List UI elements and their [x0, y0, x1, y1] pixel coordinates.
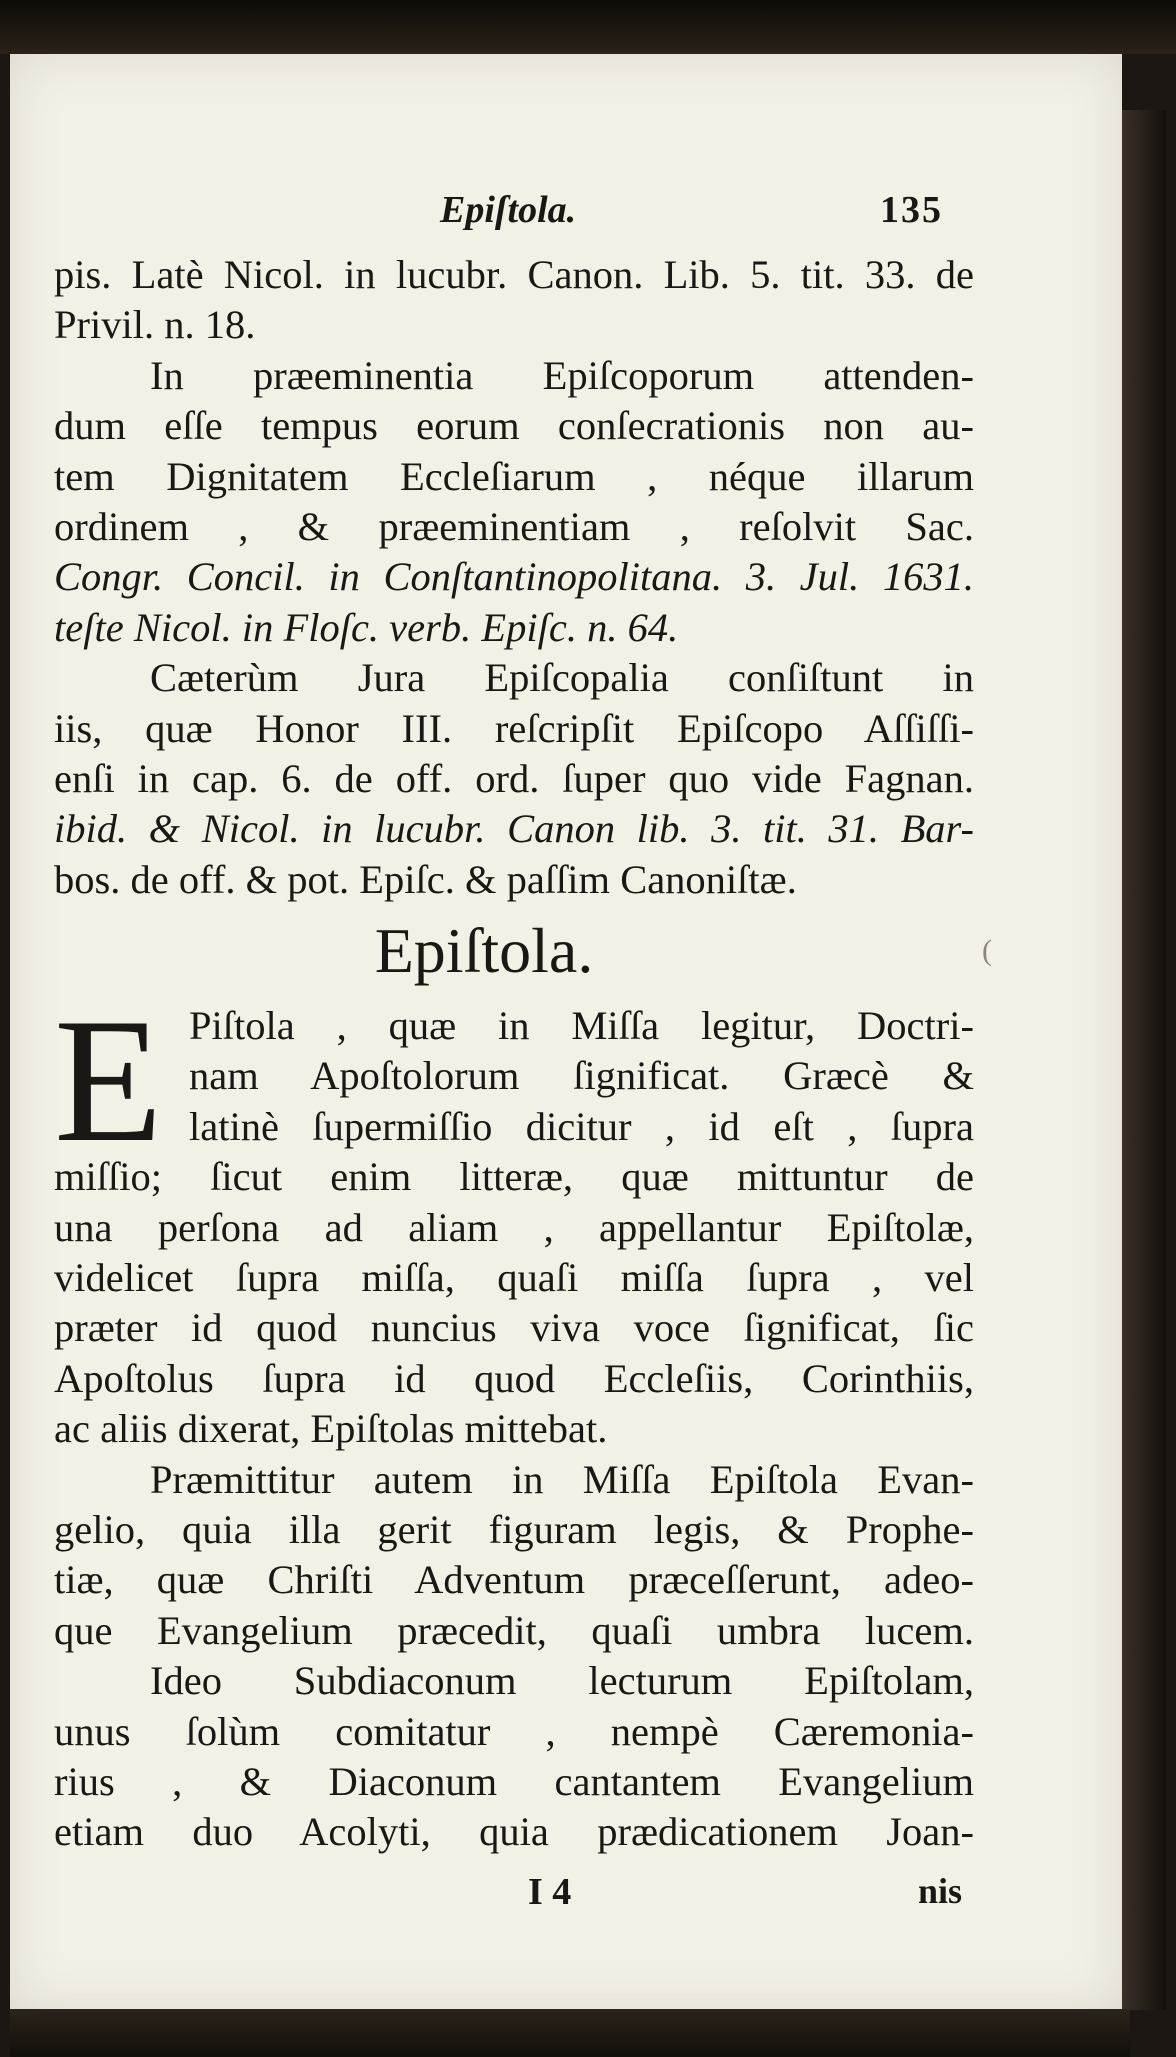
text-line: tiæ, quæ Chriſti Adventum præceſſerunt, adeo-	[54, 1557, 974, 1603]
text-line: teſte Nicol. in Floſc. verb. Epiſc. n. 64.	[54, 604, 679, 650]
text-line: Præmittitur autem in Miſſa Epiſtola Evan-	[150, 1456, 974, 1502]
running-head	[10, 188, 1122, 238]
text-line: In præeminentia Epiſcoporum attenden-	[150, 352, 974, 398]
text-line: nam Apoſtolorum ſignificat. Græcè &	[189, 1053, 974, 1099]
book-page	[10, 54, 1122, 2009]
text-line: pis. Latè Nicol. in lucubr. Canon. Lib. 5. tit. 33. de	[54, 252, 974, 297]
text-line: Congr. Concil. in Conſtantinopolitana. 3. Jul. 1631.	[54, 554, 974, 600]
text-line: Piſtola , quæ in Miſſa legitur, Doctri-	[189, 1003, 974, 1049]
text-line: præter id quod nuncius viva voce ſignificat, ſic	[54, 1305, 974, 1351]
text-line: Apoſtolus ſupra id quod Eccleſiis, Corinthiis,	[54, 1355, 974, 1401]
text-line: Privil. n. 18.	[54, 302, 256, 348]
text-line: ibid. & Nicol. in lucubr. Canon lib. 3. tit. 31. Bar-	[54, 806, 974, 852]
text-line: tem Dignitatem Eccleſiarum , néque illarum	[54, 453, 974, 499]
margin-tick: (	[982, 934, 992, 967]
text-line: latinè ſupermiſſio dicitur , id eſt , ſupra	[189, 1103, 974, 1149]
text-line: bos. de off. & pot. Epiſc. & paſſim Canoniſtæ.	[54, 856, 797, 902]
text-line: enſi in cap. 6. de off. ord. ſuper quo vide Fagnan.	[54, 755, 974, 801]
scan-bottom-edge	[10, 2009, 1130, 2057]
signature-mark: I 4	[528, 1871, 572, 1913]
text-line: Cæterùm Jura Epiſcopalia conſiſtunt in	[150, 655, 974, 701]
text-line: rius , & Diaconum cantantem Evangelium	[54, 1758, 974, 1804]
text-line: dum eſſe tempus eorum conſecrationis non au-	[54, 403, 974, 449]
section-2	[54, 981, 974, 1858]
section-heading: Epiſtola.	[374, 915, 594, 987]
catchword: nis	[918, 1871, 963, 1911]
text-line: miſſio; ſicut enim litteræ, quæ mittuntur de	[54, 1154, 974, 1200]
running-title: Epiſtola.	[440, 189, 577, 231]
book-fore-edge	[1122, 110, 1166, 2010]
drop-cap: E	[54, 981, 163, 1180]
page-text	[54, 250, 974, 1858]
text-line: unus ſolùm comitatur , nempè Cæremonia-	[54, 1708, 974, 1754]
text-line: que Evangelium præcedit, quaſi umbra lucem.	[54, 1607, 974, 1653]
text-line: una perſona ad aliam , appellantur Epiſtolæ,	[54, 1204, 974, 1250]
text-line: ac aliis dixerat, Epiſtolas mittebat.	[54, 1406, 608, 1452]
page-footer	[10, 1870, 1122, 1920]
text-line: iis, quæ Honor III. reſcripſit Epiſcopo Aſſiſſi-	[54, 705, 974, 751]
text-line: Ideo Subdiaconum lecturum Epiſtolam,	[150, 1658, 974, 1704]
text-line: ordinem , & præeminentiam , reſolvit Sac.	[54, 503, 974, 549]
page-number: 135	[880, 189, 943, 231]
text-line: etiam duo Acolyti, quia prædicationem Joan-	[54, 1809, 974, 1855]
text-line: gelio, quia illa gerit figuram legis, & Prophe-	[54, 1506, 974, 1552]
scan-top-edge	[0, 0, 1176, 54]
section-1	[54, 250, 974, 905]
text-line: videlicet ſupra miſſa, quaſi miſſa ſupra , vel	[54, 1255, 974, 1301]
